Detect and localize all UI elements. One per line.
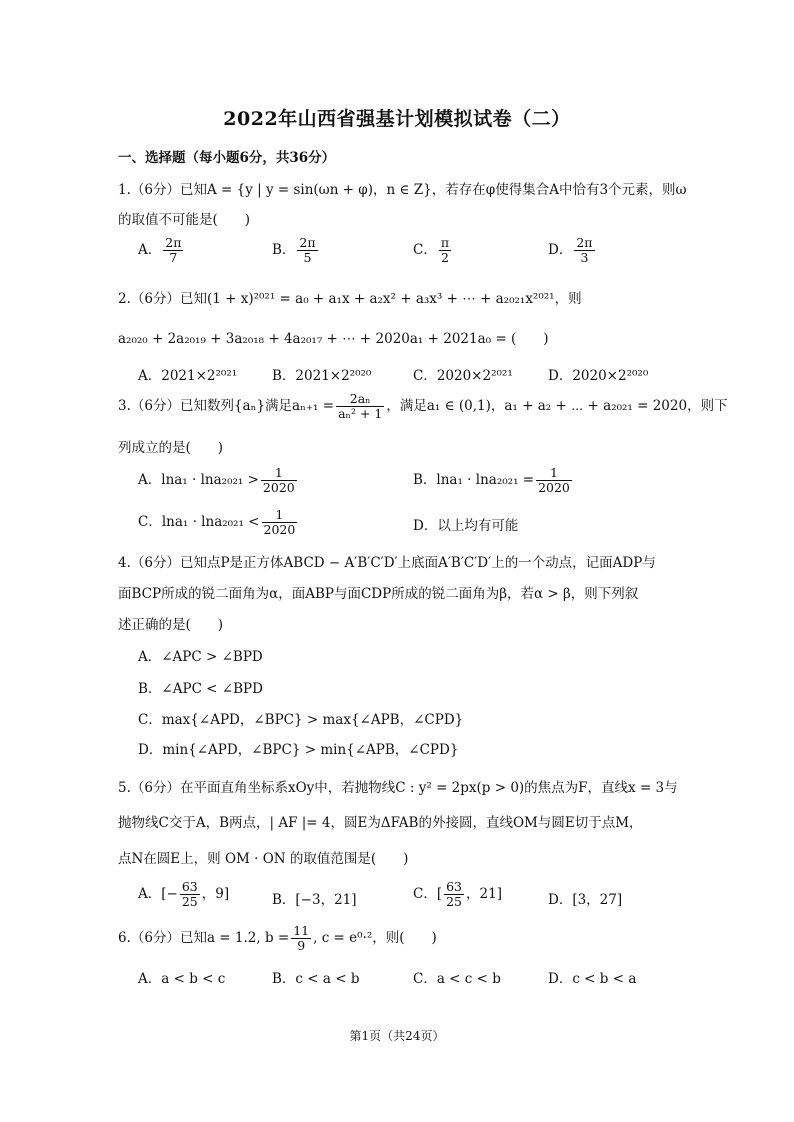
q3-option-b: B．lna₁ · lna₂₀₂₁ = $\frac{1}{2020}$	[413, 465, 570, 495]
q2-option-c: C．2020×2²⁰²¹	[413, 368, 513, 384]
page-footer: 第1页（共24页）	[349, 1029, 445, 1043]
q3-stem-line2: 列成立的是( )	[118, 440, 224, 456]
section-heading: 一、选择题（每小题6分，共36分）	[118, 150, 336, 166]
fraction: $\frac{2\pi}{7}$	[165, 235, 182, 265]
q4-option-b: B．∠APC < ∠BPD	[138, 681, 263, 697]
q6-option-a: A．a < b < c	[138, 971, 226, 987]
fraction: $\frac{1}{2020}$	[263, 507, 296, 537]
q3-option-a: A．lna₁ · lna₂₀₂₁ > $\frac{1}{2020}$	[138, 465, 295, 495]
q5-stem-line3: 点N在圆E上，则 OM · ON 的取值范围是( )	[118, 851, 409, 867]
q4-stem-line2: 面BCP所成的锐二面角为α，面ABP与面CDP所成的锐二面角为β，若α > β，则下列叙	[118, 586, 639, 602]
q3-stem-line1: 3.（6分）已知数列{aₙ}满足aₙ₊₁ = $\frac{\text{2aₙ}}{\text{aₙ² + 1}}$ ，满足a₁ ∈ (0,1)，a₁ + a₂ + ⋯ + a₂₀₂₁ = 2020，则下	[118, 391, 728, 421]
fraction: $\frac{\text{2aₙ}}{\text{aₙ² + 1}}$	[338, 391, 383, 421]
q2-option-a: A．2021×2²⁰²¹	[138, 368, 238, 384]
q4-option-c: C．max{∠APD，∠BPC} > max{∠APB，∠CPD}	[138, 712, 464, 728]
q5-stem-line2: 抛物线C交于A，B两点，| AF |= 4，圆E为ΔFAB的外接圆，直线OM与圆E切于点M，	[118, 815, 643, 831]
q3-option-d: D．以上均有可能	[413, 518, 519, 534]
q4-stem-line1: 4.（6分）已知点P是正方体ABCD − A′B′C′D′上底面A′B′C′D′上的一个动点，记面ADP与	[118, 555, 656, 571]
q6-option-d: D．c < b < a	[548, 971, 637, 987]
fraction: $\frac{63}{25}$	[181, 879, 198, 909]
q2-option-b: B．2021×2²⁰²⁰	[272, 368, 372, 384]
q4-option-d: D．min{∠APD，∠BPC} > min{∠APB，∠CPD}	[138, 742, 459, 758]
q2-stem-line1: 2.（6分）已知(1 + x)²⁰²¹ = a₀ + a₁x + a₂x² + a₃x³ + ⋯ + a₂₀₂₁x²⁰²¹，则	[118, 291, 582, 307]
q2-stem-line2: a₂₀₂₀ + 2a₂₀₁₉ + 3a₂₀₁₈ + 4a₂₀₁₇ + ⋯ + 2020a₁ + 2021a₀ = ( )	[118, 331, 549, 347]
q6-stem-line1: 6.（6分）已知a = 1.2, b = $\frac{11}{9}$ , c = e⁰·²，则( )	[118, 923, 437, 953]
page-title: 2022年山西省强基计划模拟试卷（二）	[223, 108, 571, 130]
q1-stem-line2: 的取值不可能是( )	[118, 212, 251, 228]
fraction: $\frac{1}{2020}$	[262, 465, 295, 495]
fraction: $\frac{2\pi}{3}$	[576, 235, 593, 265]
q6-option-b: B．c < a < b	[272, 971, 360, 987]
q1-option-d: D． $\frac{2\pi}{3}$	[548, 235, 593, 265]
fraction: $\frac{63}{25}$	[446, 879, 463, 909]
fraction: $\frac{11}{9}$	[293, 923, 310, 953]
q4-stem-line3: 述正确的是( )	[118, 617, 224, 633]
q2-option-d: D．2020×2²⁰²⁰	[548, 368, 649, 384]
q5-option-c: C．[ $\frac{63}{25}$ ，21]	[413, 879, 502, 909]
q1-option-b: B． $\frac{2\pi}{5}$	[272, 235, 316, 265]
q4-option-a: A．∠APC > ∠BPD	[138, 649, 263, 665]
q5-stem-line1: 5.（6分）在平面直角坐标系xOy中，若抛物线C : y² = 2px(p > 0)的焦点为F，直线x = 3与	[118, 780, 678, 796]
q5-option-a: A．[− $\frac{63}{25}$ ，9]	[138, 879, 230, 909]
fraction: $\frac{2\pi}{5}$	[299, 235, 316, 265]
q5-option-b: B．[−3，21]	[272, 892, 357, 908]
fraction: $\frac{\pi}{2}$	[440, 235, 450, 265]
q1-option-a: A． $\frac{2\pi}{7}$	[138, 235, 182, 265]
q1-option-c: C． $\frac{\pi}{2}$	[413, 235, 450, 265]
q3-option-c: C．lna₁ · lna₂₀₂₁ < $\frac{1}{2020}$	[138, 507, 296, 537]
q6-option-c: C．a < c < b	[413, 971, 501, 987]
q5-option-d: D．[3，27]	[548, 892, 623, 908]
q1-stem-line1: 1.（6分）已知A = {y | y = sin(ωn + φ)，n ∈ Z}，若存在φ使得集合A中恰有3个元素，则ω	[118, 182, 687, 198]
fraction: $\frac{1}{2020}$	[538, 465, 570, 495]
